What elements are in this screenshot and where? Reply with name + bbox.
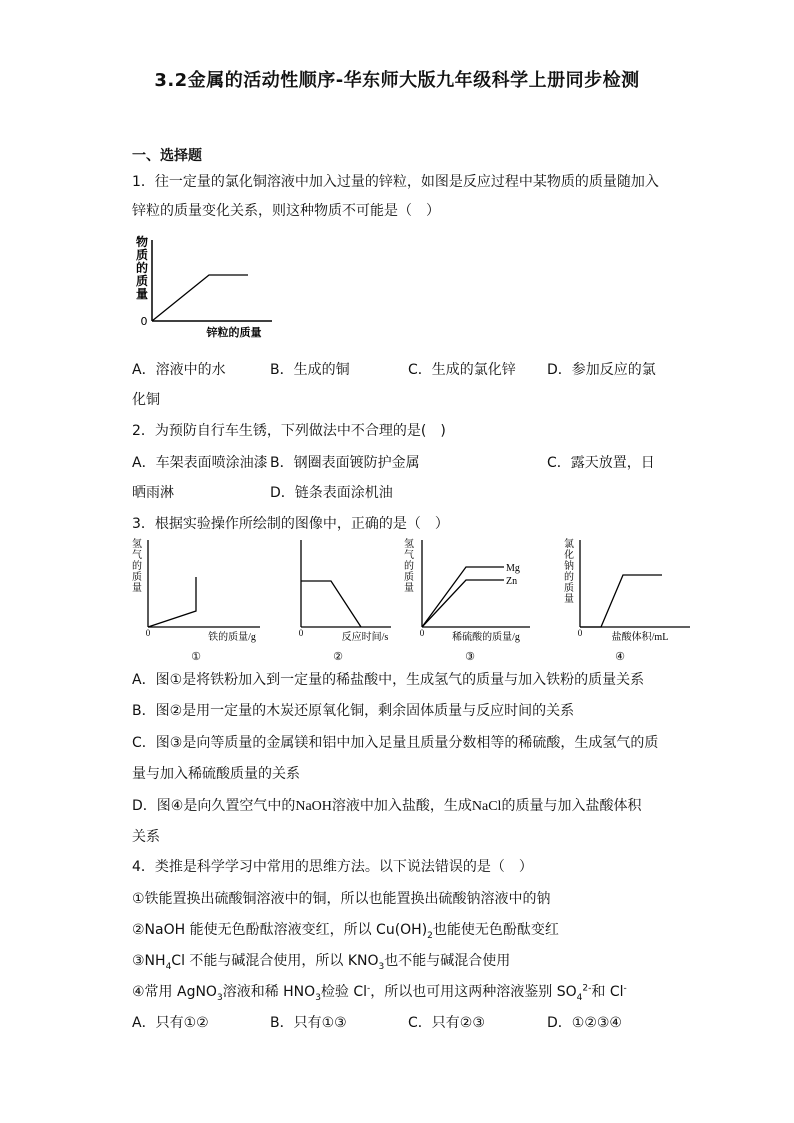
q1-x-axis-label: 锌粒的质量 [206, 326, 262, 339]
q2-option-a[interactable]: A．车架表面喷涂油漆 [132, 455, 268, 471]
q1-ylabel-char: 物 [135, 235, 149, 249]
q4-s4-sub: 3 [216, 992, 223, 1003]
q1-y-axis-label [136, 234, 148, 301]
q4-option-a[interactable]: A．只有①② [132, 1015, 209, 1031]
q2-option-c[interactable]: C．露天放置，日 [547, 455, 655, 471]
q3c1-ylabel-char: 量 [132, 583, 142, 594]
q3c4-ylabel-char: 质 [564, 583, 574, 594]
q3c1-ylabel-char: 的 [132, 561, 142, 572]
q3c3-ylabel-char: 的 [404, 561, 414, 572]
q4-s2-sub: 2 [427, 930, 433, 941]
q1-ylabel-char: 质 [135, 248, 149, 262]
q3c3-origin: 0 [419, 628, 425, 638]
section-heading: 一、选择题 [132, 148, 202, 164]
q3c2-curve [301, 581, 361, 627]
q3c3-ylabel-char: 氢 [404, 539, 414, 550]
q1-curve [152, 275, 248, 321]
q3c2-number: ② [333, 651, 343, 663]
q4-option-d[interactable]: D．①②③④ [547, 1015, 622, 1031]
q4-statement-3 [132, 951, 510, 971]
svg-text:体 [286, 555, 296, 568]
q3-chart-4 [556, 534, 696, 666]
q3c4-number: ④ [615, 651, 625, 663]
naoh-formula: NaOH [295, 799, 332, 814]
q3-option-d-text-2: 溶液中加入盐酸，生成 [331, 798, 472, 814]
q2-option-b[interactable]: B．钢圈表面镀防护金属 [270, 455, 420, 471]
q3-option-c-continued: 量与加入稀硫酸质量的关系 [132, 766, 300, 782]
q4-s3-part: Cl 不能与碱混合使用，所以 KNO [171, 953, 379, 969]
q4-s3-sub: 3 [378, 961, 385, 972]
q3c3-series-mg [422, 567, 504, 627]
q3c1-ylabel-char: 气 [132, 550, 142, 561]
q3c4-x-axis-label: 盐酸体积/mL [611, 632, 669, 643]
q4-option-b[interactable]: B．只有①③ [270, 1015, 347, 1031]
q3c3-ylabel-char: 量 [404, 583, 414, 594]
q4-s4-sup: 2- [582, 983, 592, 994]
q4-option-c[interactable]: C．只有②③ [408, 1015, 485, 1031]
q4-s4-part: ，所以也可用这两种溶液鉴别 SO [370, 984, 577, 1000]
q3c3-label-zn: Zn [506, 576, 518, 587]
q3c4-ylabel-char: 氯 [564, 539, 574, 550]
q3c1-number: ① [191, 651, 201, 663]
q4-s4-sub: 3 [315, 992, 321, 1003]
q3c1-ylabel-char: 氢 [132, 539, 142, 550]
q2-stem: 2．为预防自行车生锈，下列做法中不合理的是( ) [132, 423, 446, 439]
q3c4-ylabel-char: 化 [564, 550, 574, 561]
q4-stem: 4．类推是科学学习中常用的思维方法。以下说法错误的是（ ） [132, 859, 533, 875]
q3c2-origin: 0 [298, 628, 304, 638]
q4-s4-sup: - [623, 983, 627, 994]
q1-option-d[interactable]: D．参加反应的氯 [547, 362, 656, 378]
q1-option-a[interactable]: A．溶液中的水 [132, 362, 226, 378]
q1-option-c[interactable]: C．生成的氯化锌 [408, 362, 516, 378]
q4-s3-sub: 4 [165, 961, 172, 972]
q1-option-b[interactable]: B．生成的铜 [270, 362, 350, 378]
q3-chart-3 [396, 534, 536, 666]
q4-statement-4 [132, 982, 627, 1002]
q3-option-d-text-1: D．图④是向久置空气中的 [132, 798, 296, 814]
q3c3-x-axis-label: 稀硫酸的质量/g [452, 632, 520, 643]
q3-option-d-continued: 关系 [132, 829, 160, 845]
q3-chart-1 [124, 534, 270, 666]
q1-ylabel-char: 的 [135, 261, 149, 275]
q3-option-d-text-3: 的质量与加入盐酸体积 [501, 798, 642, 814]
q3c4-ylabel-char: 钠 [564, 561, 574, 572]
q3c3-ylabel-char: 质 [404, 572, 414, 583]
q3c1-curve [148, 577, 196, 627]
q3c4-ylabel-char: 量 [564, 594, 574, 605]
q2-option-d[interactable]: D．链条表面涂机油 [270, 485, 393, 501]
q1-stem-line1: 1．往一定量的氯化铜溶液中加入过量的锌粒，如图是反应过程中某物质的质量随加入 [132, 174, 659, 190]
q4-s4-part: ④常用 AgNO [132, 984, 217, 1000]
q3c1-x-axis-label: 铁的质量/g [208, 632, 256, 643]
page-title: 3.2金属的活动性顺序-华东师大版九年级科学上册同步检测 [154, 70, 640, 91]
q3-option-c[interactable]: C．图③是向等质量的金属镁和铝中加入足量且质量分数相等的稀硫酸，生成氢气的质 [132, 735, 659, 751]
q3-chart-2 [283, 534, 393, 666]
q3c3-series-zn [422, 580, 504, 627]
q3c4-origin: 0 [577, 628, 583, 638]
q3-option-b[interactable]: B．图②是用一定量的木炭还原氧化铜，剩余固体质量与反应时间的关系 [132, 703, 575, 719]
svg-text:量 [286, 578, 296, 590]
svg-text:质 [286, 566, 296, 579]
q4-s4-part: 和 Cl [591, 984, 624, 1000]
q4-s3-part: ③NH [132, 953, 166, 969]
q4-s4-part: 溶液和稀 HNO [222, 984, 316, 1000]
q1-ylabel-char: 量 [135, 287, 149, 301]
q3-stem: 3．根据实验操作所绘制的图像中，正确的是（ ） [132, 516, 449, 532]
q3c4-ylabel-char: 的 [564, 572, 574, 583]
svg-text:固 [286, 545, 296, 557]
q2-option-c-continued: 晒雨淋 [132, 485, 174, 501]
q4-s3-part: 也不能与碱混合使用 [384, 953, 511, 969]
q3c2-x-axis-label: 反应时间/s [341, 632, 389, 643]
q3c3-label-mg: Mg [506, 563, 520, 574]
q4-s4-sup: - [367, 983, 371, 994]
q1-chart [124, 232, 284, 344]
nacl-formula: NaCl [471, 799, 502, 814]
q4-s2-part: ②NaOH 能使无色酚酞溶液变红，所以 Cu(OH) [132, 922, 428, 938]
q3-option-d[interactable] [132, 796, 641, 817]
q4-statement-2 [132, 920, 559, 940]
q3c1-origin: 0 [145, 628, 151, 638]
q4-s4-part: 检验 Cl [320, 984, 368, 1000]
q3c3-number: ③ [465, 651, 475, 663]
q1-stem-line2: 锌粒的质量变化关系，则这种物质不可能是（ ） [132, 203, 440, 219]
q4-s4-sub: 4 [576, 992, 583, 1003]
q1-origin: 0 [140, 315, 148, 328]
q1-option-d-continued: 化铜 [132, 392, 160, 408]
q4-statement-1: ①铁能置换出硫酸铜溶液中的铜，所以也能置换出硫酸钠溶液中的钠 [132, 891, 551, 907]
q3-option-a[interactable]: A．图①是将铁粉加入到一定量的稀盐酸中，生成氢气的质量与加入铁粉的质量关系 [132, 672, 645, 688]
q3c4-curve [580, 575, 662, 627]
q4-s2-part: 也能使无色酚酞变红 [432, 922, 559, 938]
q3c1-ylabel-char: 质 [132, 572, 142, 583]
q1-ylabel-char: 质 [135, 274, 149, 288]
q3c3-ylabel-char: 气 [404, 550, 414, 561]
